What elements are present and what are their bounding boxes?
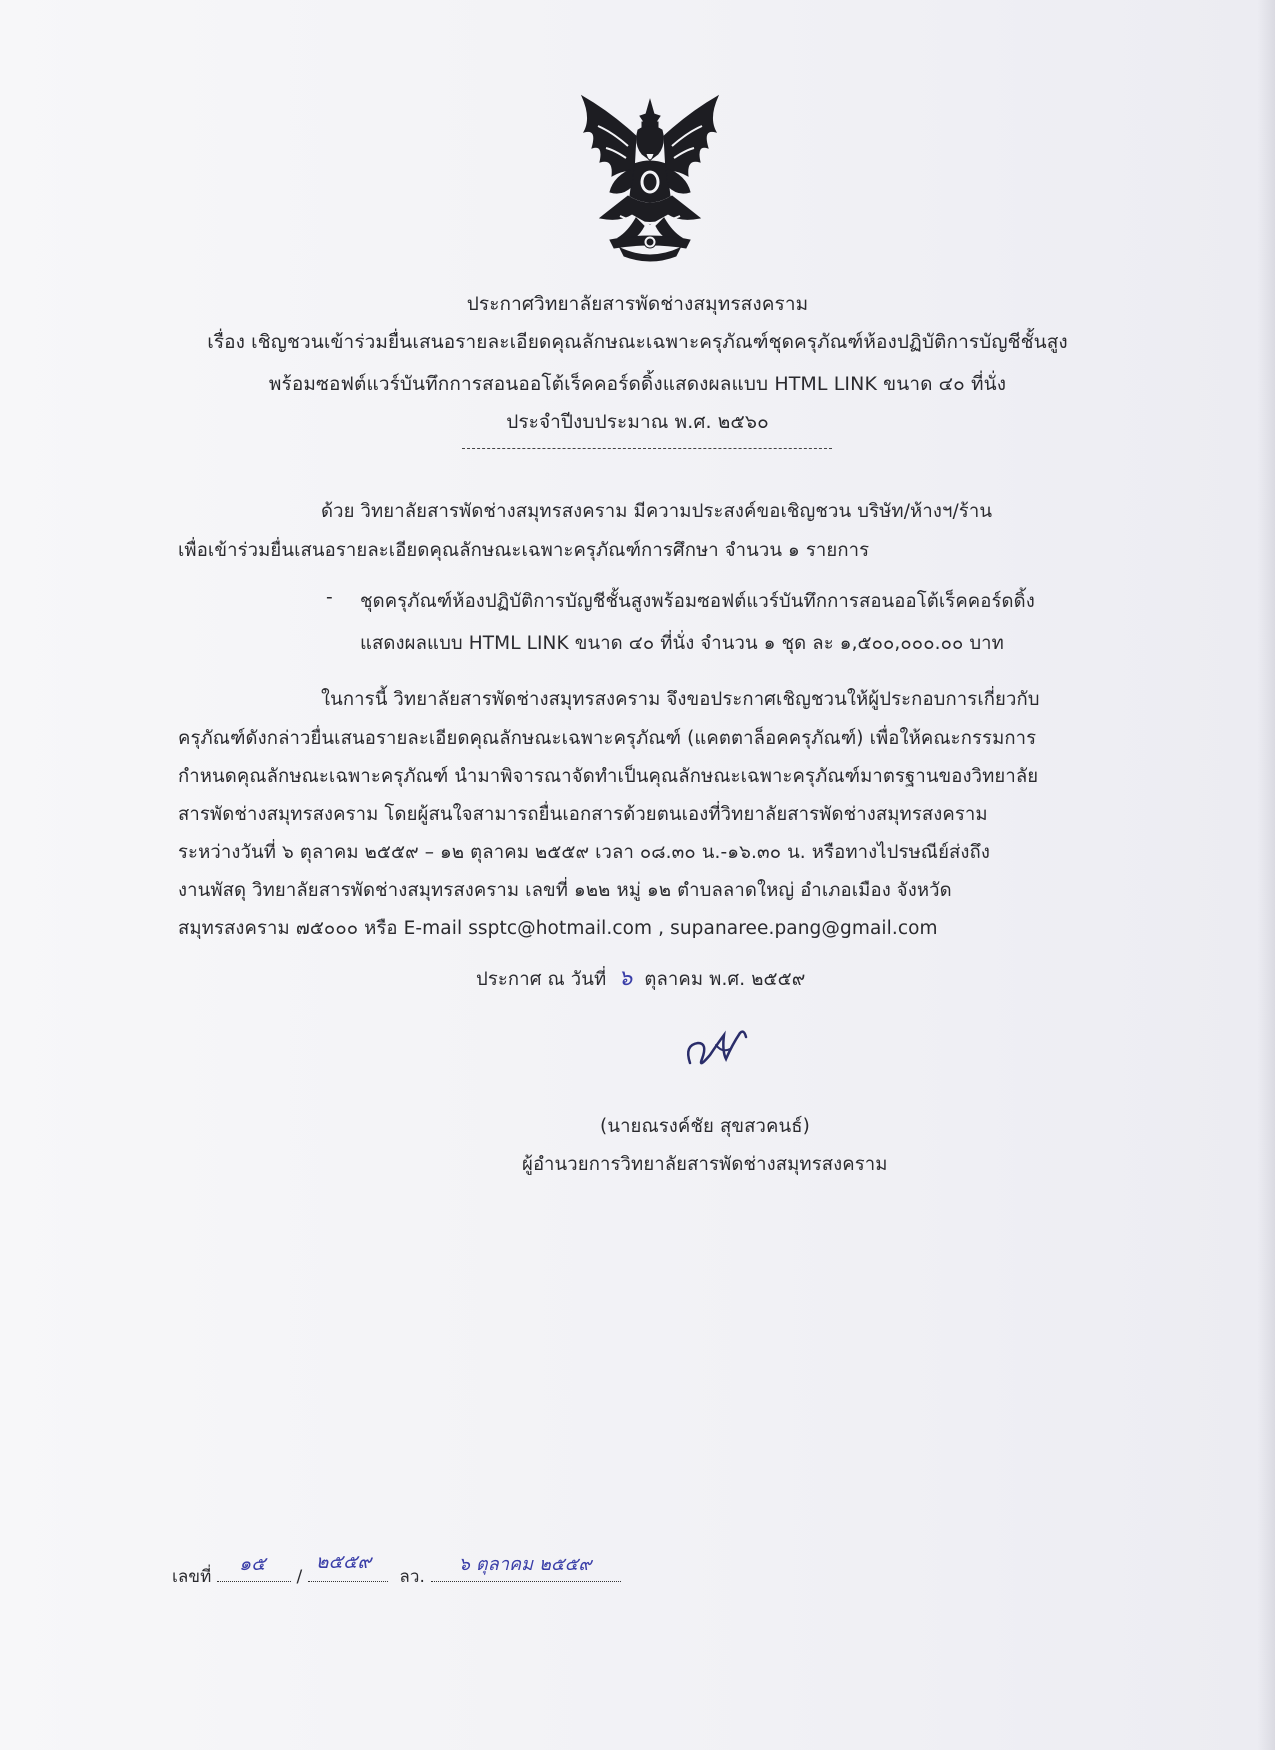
- announce-suffix: ตุลาคม พ.ศ. ๒๕๕๙: [644, 969, 806, 990]
- reference-number-line: [172, 1551, 621, 1590]
- announce-date: [476, 960, 805, 995]
- paragraph-2-line-4: สารพัดช่างสมุทรสงคราม โดยผู้สนใจสามารถยื่นเอกสารด้วยตนเองที่วิทยาลัยสารพัดช่างสมุทรสงคราม: [178, 804, 988, 825]
- number-blank: [217, 1553, 291, 1582]
- paragraph-2-line-5: ระหว่างวันที่ ๖ ตุลาคม ๒๕๕๙ – ๑๒ ตุลาคม ๒๕๕๙ เวลา ๐๘.๓๐ น.-๑๖.๓๐ น. หรือทางไปรษณีย์ส่งถึง: [178, 842, 990, 863]
- subject-line-1: เรื่อง เชิญชวนเข้าร่วมยื่นเสนอรายละเอียดคุณลักษณะเฉพาะครุภัณฑ์ชุดครุภัณฑ์ห้องปฏิบัติการบัญชีชั้นสูง: [207, 331, 1068, 353]
- item-line-2: แสดงผลแบบ HTML LINK ขนาด ๔๐ ที่นั่ง จำนวน ๑ ชุด ละ ๑,๕๐๐,๐๐๐.๐๐ บาท: [360, 633, 1004, 654]
- paragraph-1-line-2: เพื่อเข้าร่วมยื่นเสนอรายละเอียดคุณลักษณะเฉพาะครุภัณฑ์การศึกษา จำนวน ๑ รายการ: [178, 540, 870, 561]
- paragraph-2-line-6: งานพัสดุ วิทยาลัยสารพัดช่างสมุทรสงคราม เลขที่ ๑๒๒ หมู่ ๑๒ ตำบลลาดใหญ่ อำเภอเมือง จังหวัด: [178, 880, 952, 901]
- subject-line-3: ประจำปีงบประมาณ พ.ศ. ๒๕๖๐: [506, 411, 769, 433]
- signer-position: ผู้อำนวยการวิทยาลัยสารพัดช่างสมุทรสงคราม: [522, 1154, 888, 1175]
- announce-prefix: ประกาศ ณ วันที่: [476, 969, 607, 990]
- announce-day-handwritten: ๖: [618, 966, 633, 991]
- year-value-handwritten: ๒๕๕๙: [315, 1551, 372, 1573]
- number-value-handwritten: ๑๕: [238, 1553, 266, 1575]
- handwritten-signature: [680, 1015, 760, 1075]
- page-edge-shadow: [1257, 0, 1275, 1750]
- date-label: ลว.: [399, 1567, 426, 1587]
- paragraph-2-line-2: ครุภัณฑ์ดังกล่าวยื่นเสนอรายละเอียดคุณลักษณะเฉพาะครุภัณฑ์ (แคตตาล็อคครุภัณฑ์) เพื่อให้คณะกรรมการ: [178, 728, 1037, 749]
- year-blank: [308, 1551, 388, 1582]
- paragraph-1-line-1: ด้วย วิทยาลัยสารพัดช่างสมุทรสงคราม มีความประสงค์ขอเชิญชวน บริษัท/ห้างฯ/ร้าน: [321, 501, 993, 522]
- paragraph-2-line-3: กำหนดคุณลักษณะเฉพาะครุภัณฑ์ นำมาพิจารณาจัดทำเป็นคุณลักษณะเฉพาะครุภัณฑ์มาตรฐานของวิทยาลัย: [178, 766, 1039, 787]
- date-blank: [431, 1554, 621, 1582]
- announcement-title: ประกาศวิทยาลัยสารพัดช่างสมุทรสงคราม: [466, 293, 809, 315]
- date-value-handwritten: ๖ ตุลาคม ๒๕๕๙: [458, 1554, 592, 1575]
- number-label: เลขที่: [172, 1567, 212, 1587]
- garuda-emblem-icon: [570, 92, 730, 267]
- number-slash: /: [296, 1567, 303, 1587]
- paragraph-2-line-7: สมุทรสงคราม ๗๕๐๐๐ หรือ E-mail ssptc@hotmail.com , supanaree.pang@gmail.com: [178, 918, 938, 939]
- signer-name: (นายณรงค์ชัย สุขสวคนธ์): [600, 1116, 810, 1137]
- paragraph-2-line-1: ในการนี้ วิทยาลัยสารพัดช่างสมุทรสงคราม จึงขอประกาศเชิญชวนให้ผู้ประกอบการเกี่ยวกับ: [321, 689, 1040, 710]
- header-divider: [462, 448, 832, 449]
- item-bullet: -: [326, 587, 333, 608]
- item-line-1: ชุดครุภัณฑ์ห้องปฏิบัติการบัญชีชั้นสูงพร้อมซอฟต์แวร์บันทึกการสอนออโต้เร็คคอร์ดดิ้ง: [360, 591, 1035, 612]
- subject-line-2: พร้อมซอฟต์แวร์บันทึกการสอนออโต้เร็คคอร์ดดิ้งแสดงผลแบบ HTML LINK ขนาด ๔๐ ที่นั่ง: [268, 373, 1007, 395]
